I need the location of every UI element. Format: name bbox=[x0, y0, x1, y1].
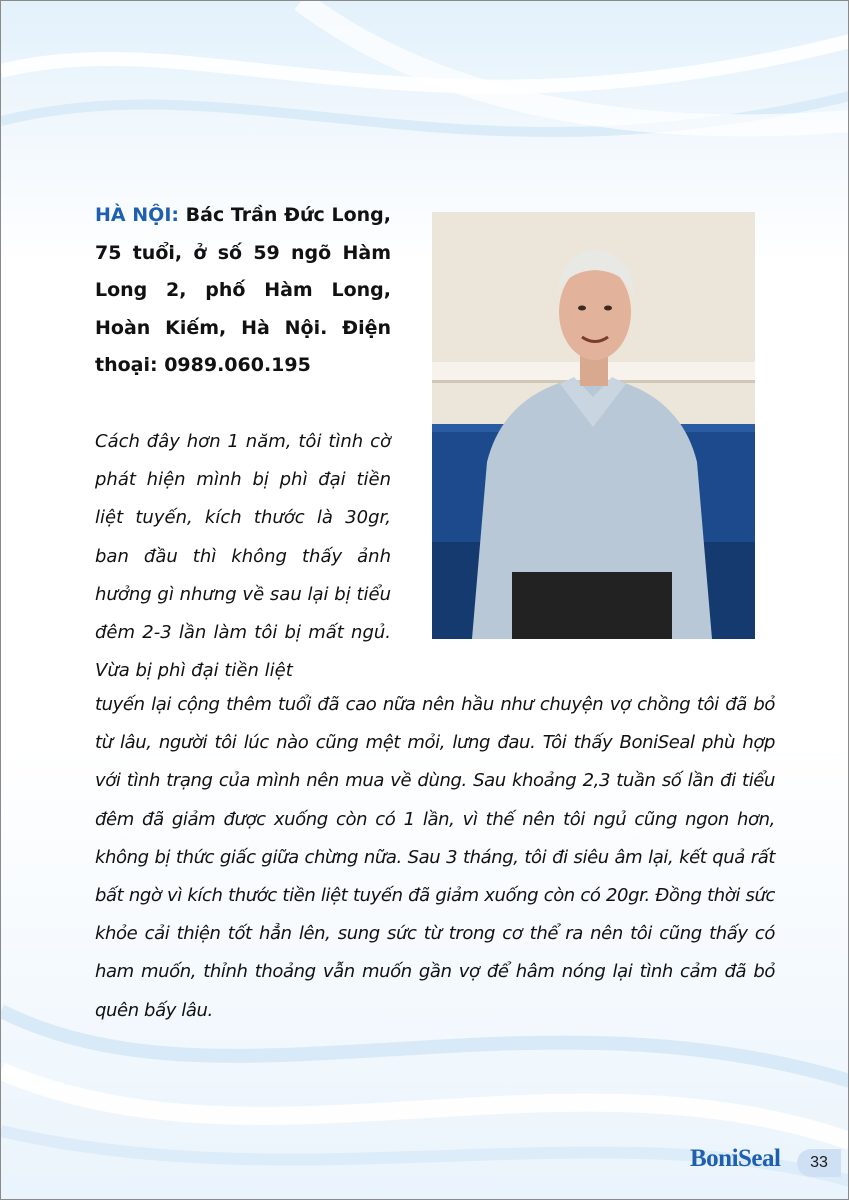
page-number: 33 bbox=[797, 1149, 841, 1177]
contact-intro bbox=[95, 197, 391, 385]
contact-details: Bác Trần Đức Long, 75 tuổi, ở số 59 ngõ Hàm Long 2, phố Hàm Long, Hoàn Kiếm, Hà Nội. Điện thoại: 0989.060.195 bbox=[95, 204, 391, 376]
testimonial-text-part1: Cách đây hơn 1 năm, tôi tình cờ phát hiện mình bị phì đại tiền liệt tuyến, kích thước là 30gr, ban đầu thì không thấy ảnh hưởng gì nhưng về sau lại bị tiểu đêm 2-3 lần làm tôi bị mất ngủ. Vừa bị phì đại tiền liệt bbox=[95, 431, 391, 682]
region-label: HÀ NỘI: bbox=[95, 204, 179, 226]
portrait-photo bbox=[432, 212, 755, 639]
testimonial-text-part2: tuyến lại cộng thêm tuổi đã cao nữa nên hầu như chuyện vợ chồng tôi đã bỏ từ lâu, người tôi lúc nào cũng mệt mỏi, lưng đau. Tôi thấy BoniSeal phù hợp với tình trạng của mình nên mua về dùng. Sau khoảng 2,3 tuần số lần đi tiểu đêm đã giảm được xuống còn có 1 lần, vì thế nên tôi ngủ cũng ngon hơn, không bị thức giấc giữa chừng nữa. Sau 3 tháng, tôi đi siêu âm lại, kết quả rất bất ngờ vì kích thước tiền liệt tuyến đã giảm xuống còn có 20gr. Đồng thời sức khỏe cải thiện tốt hẳn lên, sung sức từ trong cơ thể ra nên tôi cũng thấy có ham muốn, thỉnh thoảng vẫn muốn gần vợ để hâm nóng lại tình cảm đã bỏ quên bấy lâu. bbox=[95, 694, 775, 1021]
brand-logo: BoniSeal bbox=[690, 1145, 781, 1172]
